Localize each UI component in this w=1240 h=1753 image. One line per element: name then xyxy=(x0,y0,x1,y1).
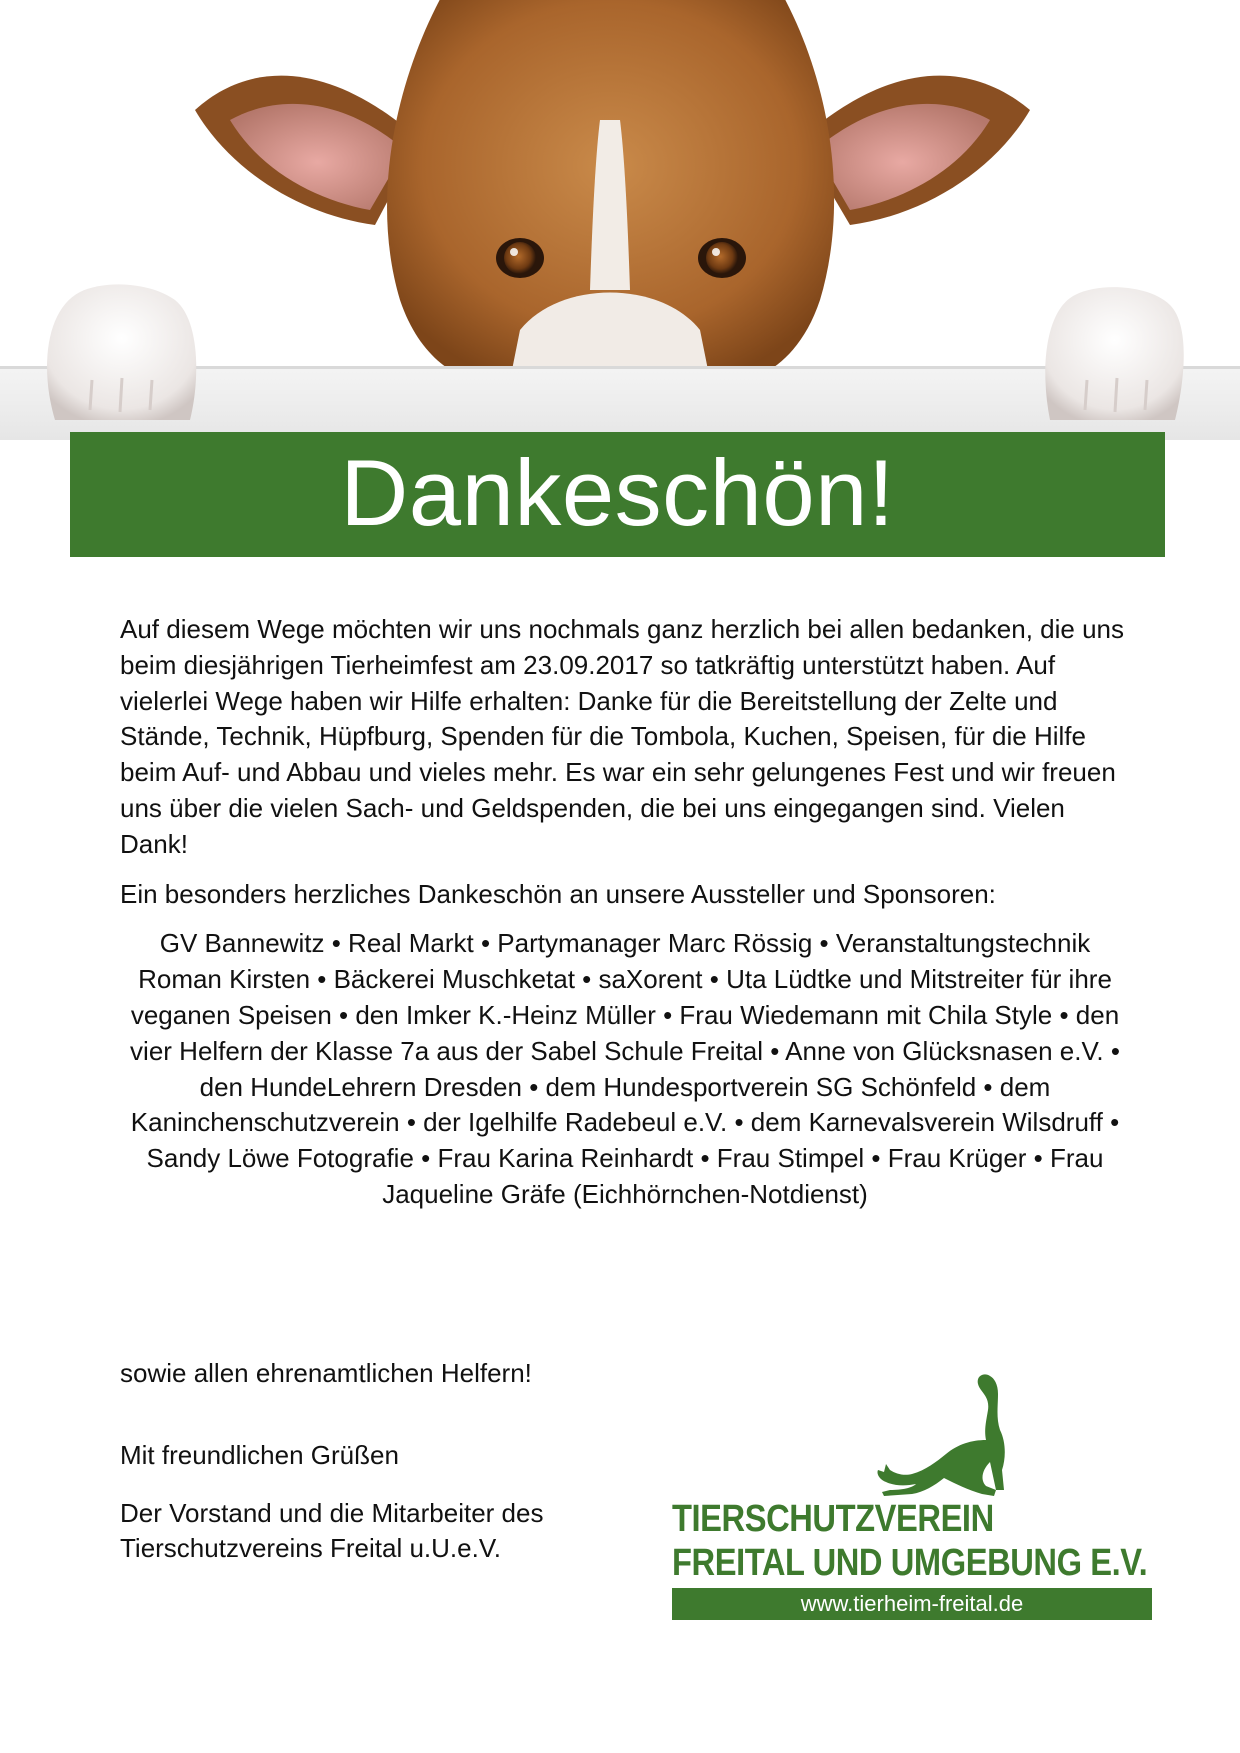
sponsors-intro-paragraph: Ein besonders herzliches Dankeschön an unsere Aussteller und Sponsoren: xyxy=(120,878,996,909)
logo-org-name-line1: TIERSCHUTZVEREIN xyxy=(672,1498,994,1540)
stretching-cat-icon xyxy=(872,1370,1022,1500)
website-url: www.tierheim-freital.de xyxy=(800,1591,1024,1616)
dog-peeking-illustration xyxy=(0,0,1240,440)
intro-paragraph: Auf diesem Wege möchten wir uns nochmals ganz herzlich bei allen bedanken, die uns beim diesjährigen Tierheimfest am 23.09.2017 so tatkräftig unterstützt haben. Auf vielerlei Wege haben wir Hilfe erhalten: Danke für die Bereitstellung der Zelte und Stände, Technik, Hüpfburg, Spenden für die Tombola, Kuchen, Speisen, für die Hilfe beim Auf- und Abbau und vieles mehr. Es war ein sehr gelungenes Fest und wir freuen uns über die vielen Sach- und Geldspenden, die bei uns eingegangen sind. Vielen Dank! xyxy=(120,614,1124,859)
page-title: Dankeschön! xyxy=(340,439,895,545)
title-banner xyxy=(70,432,1165,557)
closing-greeting: Mit freundlichen Grüßen xyxy=(120,1440,399,1470)
organization-logo xyxy=(672,1370,1152,1616)
logo-url-bar xyxy=(672,1588,1152,1620)
logo-org-name-line2: FREITAL UND UMGEBUNG E.V. xyxy=(672,1542,1148,1584)
sponsors-list: GV Bannewitz • Real Markt • Partymanager Marc Rössig • Veranstaltungstechnik Roman Kirsten • Bäckerei Muschketat • saXorent • Uta Lüdtke und Mitstreiter für ihre veganen Speisen • den Imker K.-Heinz Müller • Frau Wiedemann mit Chila Style • den vier Helfern der Klasse 7a aus der Sabel Schule Freital • Anne von Glücksnasen e.V. • den HundeLehrern Dresden • dem Hundesportverein SG Schönfeld • dem Kaninchenschutzverein • der Igelhilfe Radebeul e.V. • dem Karnevalsverein Wilsdruff • Sandy Löwe Fotografie • Frau Karina Reinhardt • Frau Stimpel • Frau Krüger • Frau Jaqueline Gräfe (Eichhörnchen-Notdienst) xyxy=(130,928,1120,1209)
signature-line: Tierschutzvereins Freital u.U.e.V. xyxy=(120,1533,501,1563)
signature-line: Der Vorstand und die Mitarbeiter des xyxy=(120,1498,544,1528)
letter-body xyxy=(120,612,1130,1213)
helpers-line: sowie allen ehrenamtlichen Helfern! xyxy=(120,1358,532,1388)
signature xyxy=(120,1496,543,1566)
